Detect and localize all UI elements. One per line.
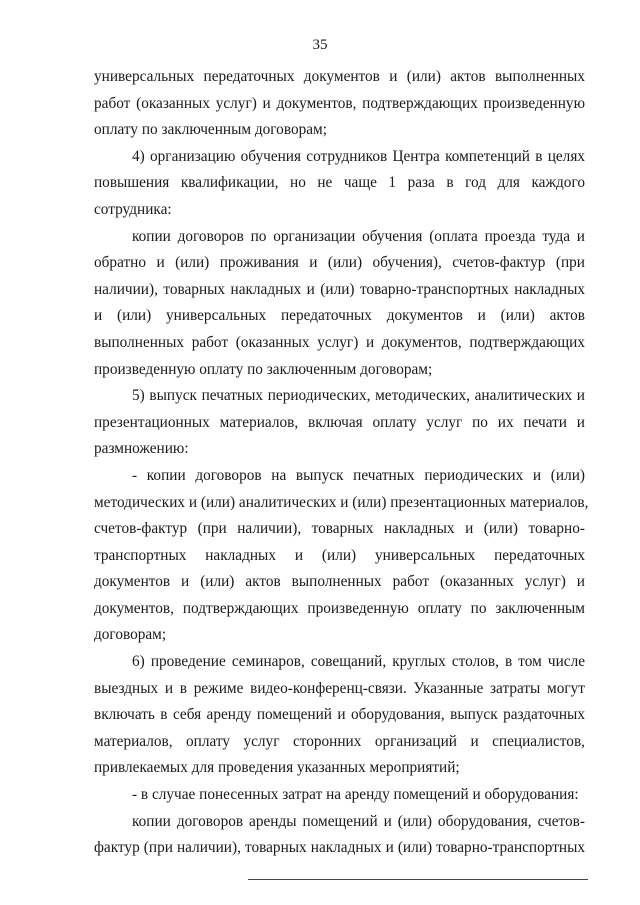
text-line: копии договоров аренды помещений и (или) оборудования, счетов- (132, 812, 585, 830)
text-line: 5) выпуск печатных периодических, методических, аналитических и (132, 387, 585, 405)
text-line: материалов, оплату услуг сторонних организаций и специалистов, (94, 732, 585, 750)
text-line: работ (оказанных услуг) и документов, подтверждающих произведенную (94, 94, 585, 112)
text-line: методических и (или) аналитических и (или) презентационных материалов, (94, 493, 589, 511)
text-line: договорам; (94, 626, 167, 644)
text-line: документов, подтверждающих произведенную оплату по заключенным (94, 599, 585, 617)
text-line: произведенную оплату по заключенным договорам; (94, 360, 433, 378)
text-line: привлекаемых для проведения указанных мероприятий; (94, 759, 460, 777)
text-line: размножению: (94, 440, 189, 458)
text-line: включать в себя аренду помещений и оборудования, выпуск раздаточных (94, 706, 585, 724)
text-line: оплату по заключенным договорам; (94, 121, 327, 139)
page-number: 35 (312, 37, 328, 53)
text-line: - в случае понесенных затрат на аренду помещений и оборудования: (132, 786, 579, 804)
text-line: счетов-фактур (при наличии), товарных накладных и (или) товарно- (94, 520, 585, 538)
text-line: копии договоров по организации обучения (оплата проезда туда и (132, 227, 585, 245)
footer-rule (248, 879, 588, 880)
text-line: 4) организацию обучения сотрудников Центра компетенций в целях (132, 147, 585, 165)
text-line: транспортных накладных и (или) универсальных передаточных (94, 546, 585, 564)
text-line: презентационных материалов, включая оплату услуг по их печати и (94, 413, 585, 431)
body-text (94, 64, 589, 862)
text-line: повышения квалификации, но не чаще 1 раза в год для каждого (94, 174, 585, 192)
text-line: наличии), товарных накладных и (или) товарно-транспортных накладных (94, 280, 585, 298)
text-line: фактур (при наличии), товарных накладных и (или) товарно-транспортных (94, 839, 585, 857)
text-line: 6) проведение семинаров, совещаний, круглых столов, в том числе (132, 653, 585, 671)
text-line: выполненных работ (оказанных услуг) и документов, подтверждающих (94, 333, 585, 351)
text-line: документов и (или) актов выполненных работ (оказанных услуг) и (94, 573, 585, 591)
text-line: выездных и в режиме видео-конференц-связи. Указанные затраты могут (94, 679, 585, 697)
text-line: универсальных передаточных документов и (или) актов выполненных (94, 68, 585, 85)
text-line: обратно и (или) проживания и (или) обучения), счетов-фактур (при (94, 254, 585, 272)
text-line: сотрудника: (94, 200, 172, 218)
text-line: - копии договоров на выпуск печатных периодических и (или) (132, 466, 585, 484)
text-line: и (или) универсальных передаточных документов и (или) актов (94, 307, 585, 325)
